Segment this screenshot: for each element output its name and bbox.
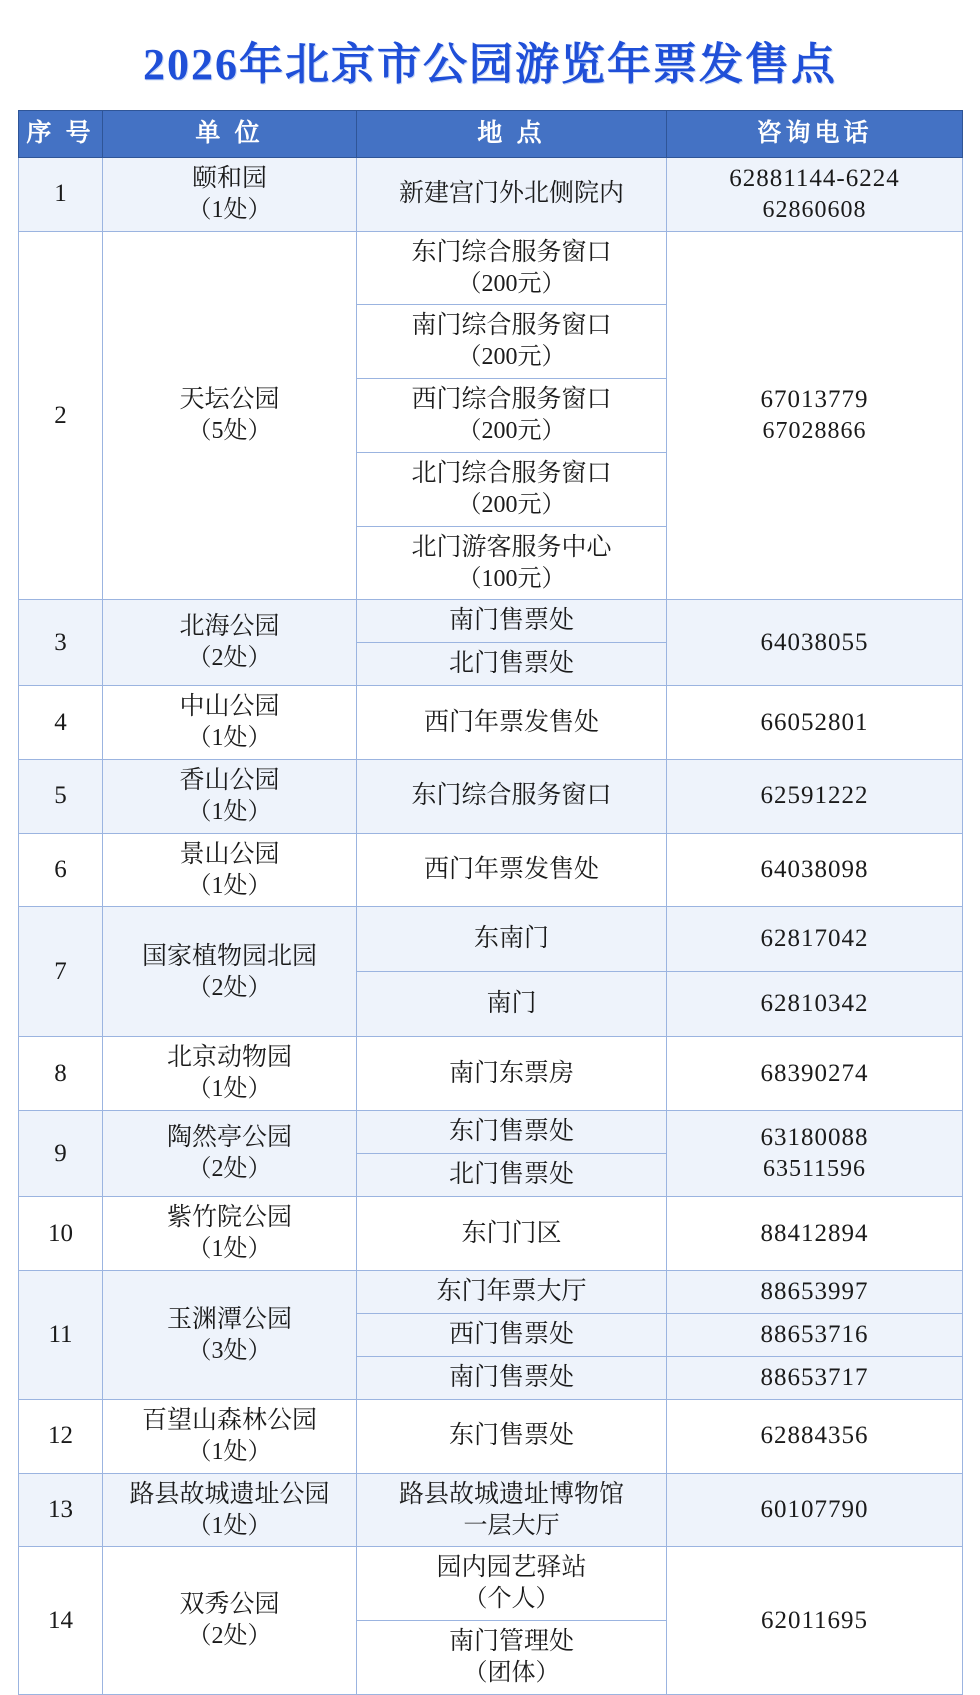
tel-line: 63180088	[760, 1124, 869, 1152]
unit-name: 北海公园	[179, 613, 280, 641]
cell-place: 北门售票处	[357, 1154, 667, 1197]
unit-name: 景山公园	[179, 840, 280, 868]
table-row	[19, 686, 963, 760]
cell-place: 东门售票处	[357, 1399, 667, 1473]
place-note: （200元）	[457, 491, 566, 518]
unit-name: 北京动物园	[166, 1044, 292, 1072]
place-name: 北门综合服务窗口	[411, 459, 612, 487]
cell-place: 东门综合服务窗口	[357, 760, 667, 834]
cell-unit	[103, 907, 357, 1037]
unit-count: （1处）	[187, 1076, 272, 1103]
cell-no: 2	[19, 231, 103, 600]
cell-place	[357, 305, 667, 379]
cell-unit	[103, 1547, 357, 1694]
cell-unit	[103, 231, 357, 600]
cell-unit	[103, 600, 357, 686]
table-row	[19, 158, 963, 232]
cell-place	[357, 452, 667, 526]
column-header-no: 序 号	[19, 111, 103, 158]
cell-no: 14	[19, 1547, 103, 1694]
place-note: （200元）	[457, 344, 566, 371]
cell-tel: 64038098	[667, 833, 963, 907]
cell-tel	[667, 231, 963, 600]
cell-tel	[667, 158, 963, 232]
cell-place: 北门售票处	[357, 643, 667, 686]
cell-no: 11	[19, 1270, 103, 1399]
unit-count: （2处）	[187, 645, 272, 672]
cell-no: 9	[19, 1111, 103, 1197]
place-note: （团体）	[463, 1660, 560, 1687]
table-row	[19, 907, 963, 972]
unit-count: （2处）	[187, 974, 272, 1001]
cell-place: 东门门区	[357, 1197, 667, 1271]
cell-tel: 62810342	[667, 972, 963, 1037]
cell-place: 东门售票处	[357, 1111, 667, 1154]
cell-place: 东南门	[357, 907, 667, 972]
place-name: 南门管理处	[448, 1628, 574, 1656]
cell-place: 东门年票大厅	[357, 1270, 667, 1313]
cell-unit	[103, 1399, 357, 1473]
place-name: 园内园艺驿站	[436, 1554, 587, 1582]
unit-count: （1处）	[187, 799, 272, 826]
cell-place: 新建宫门外北侧院内	[357, 158, 667, 232]
place-note: （200元）	[457, 270, 566, 297]
unit-count: （1处）	[187, 1236, 272, 1263]
unit-count: （1处）	[187, 872, 272, 899]
unit-name: 紫竹院公园	[166, 1204, 292, 1232]
annual-pass-sales-points-table	[18, 110, 963, 1695]
place-note: 一层大厅	[463, 1512, 560, 1539]
unit-name: 国家植物园北园	[141, 942, 317, 970]
table-row	[19, 1399, 963, 1473]
cell-unit	[103, 1473, 357, 1547]
table-row	[19, 1547, 963, 1621]
table-row	[19, 1197, 963, 1271]
unit-name: 香山公园	[179, 767, 280, 795]
cell-no: 8	[19, 1037, 103, 1111]
cell-no: 3	[19, 600, 103, 686]
page-title: 2026年北京市公园游览年票发售点	[143, 40, 837, 89]
cell-place	[357, 379, 667, 453]
unit-count: （5处）	[187, 418, 272, 445]
cell-place	[357, 526, 667, 600]
unit-count: （1处）	[187, 1438, 272, 1465]
cell-no: 4	[19, 686, 103, 760]
cell-tel: 88653716	[667, 1313, 963, 1356]
cell-no: 10	[19, 1197, 103, 1271]
tel-line: 63511596	[762, 1156, 867, 1183]
cell-no: 12	[19, 1399, 103, 1473]
unit-name: 路县故城遗址公园	[129, 1480, 330, 1508]
cell-unit	[103, 1111, 357, 1197]
table-row	[19, 1111, 963, 1154]
place-note: （个人）	[463, 1586, 560, 1613]
unit-count: （2处）	[187, 1156, 272, 1183]
table-row	[19, 760, 963, 834]
cell-unit	[103, 1037, 357, 1111]
place-name: 南门综合服务窗口	[411, 312, 612, 340]
cell-tel: 62591222	[667, 760, 963, 834]
tel-line: 67013779	[760, 386, 869, 414]
cell-tel: 68390274	[667, 1037, 963, 1111]
cell-tel: 88653717	[667, 1356, 963, 1399]
table-row	[19, 833, 963, 907]
unit-name: 玉渊潭公园	[166, 1305, 292, 1333]
cell-no: 6	[19, 833, 103, 907]
place-name: 北门游客服务中心	[411, 533, 612, 561]
cell-unit	[103, 158, 357, 232]
cell-unit	[103, 833, 357, 907]
column-header-unit: 单 位	[103, 111, 357, 158]
table-row	[19, 231, 963, 305]
cell-unit	[103, 1270, 357, 1399]
column-header-place: 地 点	[357, 111, 667, 158]
cell-place: 西门年票发售处	[357, 686, 667, 760]
unit-name: 颐和园	[191, 165, 267, 192]
table-row	[19, 600, 963, 643]
cell-tel: 62884356	[667, 1399, 963, 1473]
unit-count: （2处）	[187, 1623, 272, 1650]
place-note: （200元）	[457, 418, 566, 445]
cell-no: 7	[19, 907, 103, 1037]
cell-unit	[103, 686, 357, 760]
place-name: 路县故城遗址博物馆	[398, 1480, 624, 1508]
table-header-row	[19, 111, 963, 158]
cell-tel	[667, 1111, 963, 1197]
unit-name: 双秀公园	[179, 1591, 280, 1619]
cell-no: 13	[19, 1473, 103, 1547]
place-note: （100元）	[457, 565, 566, 592]
cell-no: 5	[19, 760, 103, 834]
cell-tel: 88412894	[667, 1197, 963, 1271]
cell-unit	[103, 760, 357, 834]
tel-line: 67028866	[762, 418, 867, 445]
unit-name: 百望山森林公园	[141, 1406, 317, 1434]
cell-tel: 66052801	[667, 686, 963, 760]
column-header-tel: 咨询电话	[667, 111, 963, 158]
cell-tel: 88653997	[667, 1270, 963, 1313]
cell-unit	[103, 1197, 357, 1271]
cell-no: 1	[19, 158, 103, 232]
cell-place: 南门	[357, 972, 667, 1037]
cell-tel: 62011695	[667, 1547, 963, 1694]
cell-tel: 64038055	[667, 600, 963, 686]
unit-name: 陶然亭公园	[166, 1124, 292, 1152]
cell-place	[357, 1547, 667, 1621]
cell-place: 西门售票处	[357, 1313, 667, 1356]
unit-name: 天坛公园	[179, 386, 280, 414]
cell-place: 西门年票发售处	[357, 833, 667, 907]
cell-place: 南门售票处	[357, 600, 667, 643]
table-row	[19, 1473, 963, 1547]
cell-place: 南门售票处	[357, 1356, 667, 1399]
unit-count: （1处）	[187, 1512, 272, 1539]
unit-name: 中山公园	[179, 693, 280, 721]
unit-count: （1处）	[187, 725, 272, 752]
cell-place	[357, 231, 667, 305]
cell-tel: 62817042	[667, 907, 963, 972]
cell-place	[357, 1473, 667, 1547]
place-name: 东门综合服务窗口	[411, 238, 612, 266]
table-row	[19, 1270, 963, 1313]
cell-place	[357, 1621, 667, 1695]
unit-count: （3处）	[187, 1337, 272, 1364]
cell-tel: 60107790	[667, 1473, 963, 1547]
tel-line: 62881144-6224	[729, 165, 900, 192]
tel-line: 62860608	[762, 197, 867, 223]
table-row	[19, 1037, 963, 1111]
place-name: 西门综合服务窗口	[411, 386, 612, 414]
cell-place: 南门东票房	[357, 1037, 667, 1111]
unit-count: （1处）	[187, 197, 272, 223]
